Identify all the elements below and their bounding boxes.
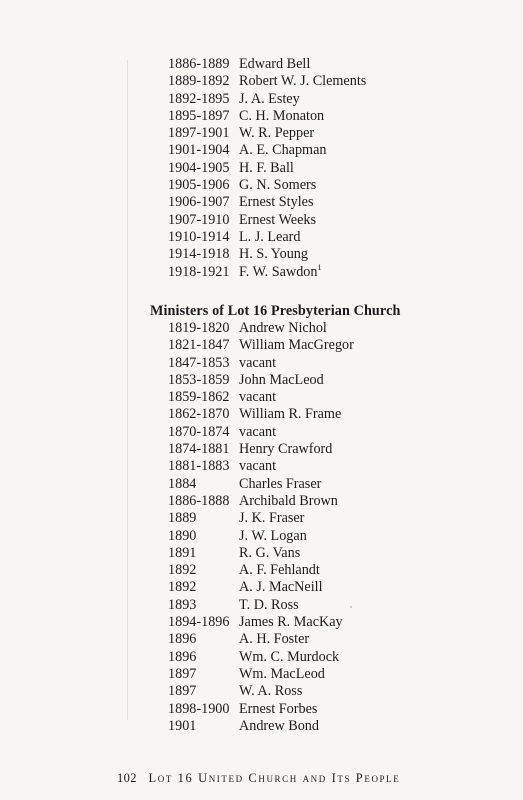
list-item bbox=[0, 562, 523, 579]
minister-name-text: Andrew Bond bbox=[239, 717, 319, 734]
list-item bbox=[0, 229, 523, 246]
minister-name bbox=[239, 441, 332, 458]
term-years: 1906-1907 bbox=[168, 194, 230, 211]
minister-name-text: John MacLeod bbox=[239, 371, 324, 388]
minister-name-text: W. A. Ross bbox=[239, 683, 303, 700]
minister-name bbox=[239, 683, 302, 700]
list-item bbox=[0, 108, 523, 125]
term-years: 1819-1820 bbox=[168, 320, 230, 336]
minister-name bbox=[239, 229, 300, 246]
list-item bbox=[0, 355, 523, 372]
term-years: 1853-1859 bbox=[168, 371, 230, 388]
list-item bbox=[0, 476, 523, 493]
term-years: 1896 bbox=[168, 648, 197, 665]
list-item bbox=[0, 406, 523, 423]
minister-name-text: vacant bbox=[239, 458, 277, 475]
list-item bbox=[0, 177, 523, 194]
term-years: 1892-1895 bbox=[168, 90, 230, 107]
term-years: 1897 bbox=[168, 683, 197, 700]
list-item bbox=[0, 372, 523, 389]
minister-name bbox=[239, 597, 299, 614]
minister-name bbox=[239, 337, 354, 354]
term-years: 1870-1874 bbox=[168, 423, 230, 440]
term-years: 1904-1905 bbox=[168, 159, 230, 176]
footnote-marker: 1 bbox=[317, 262, 322, 272]
term-years: 1905-1906 bbox=[168, 177, 230, 194]
list-item bbox=[0, 212, 523, 229]
minister-name-text: Andrew Nichol bbox=[239, 320, 327, 336]
page-footer bbox=[117, 771, 400, 786]
list-item bbox=[0, 597, 523, 614]
minister-name-text: F. W. Sawdon bbox=[239, 263, 318, 280]
term-years: 1892 bbox=[168, 562, 197, 579]
minister-name-text: G. N. Somers bbox=[239, 177, 317, 194]
minister-name-text: Edward Bell bbox=[239, 56, 311, 72]
page-number: 102 bbox=[117, 771, 137, 785]
term-years: 1897-1901 bbox=[168, 125, 230, 142]
minister-name bbox=[239, 579, 323, 596]
term-years: 1891 bbox=[168, 544, 197, 561]
minister-name-text: vacant bbox=[239, 423, 277, 440]
list-item bbox=[0, 631, 523, 648]
minister-name-text: Archibald Brown bbox=[239, 492, 338, 509]
section-heading: Ministers of Lot 16 Presbyterian Church bbox=[150, 303, 401, 319]
term-years: 1894-1896 bbox=[168, 614, 230, 631]
minister-name-text: Wm. MacLeod bbox=[239, 665, 325, 682]
list-item bbox=[0, 91, 523, 108]
minister-name-text: vacant bbox=[239, 354, 277, 371]
term-years: 1896 bbox=[168, 631, 197, 648]
minister-name bbox=[239, 142, 326, 159]
list-item bbox=[0, 441, 523, 458]
list-item bbox=[0, 458, 523, 475]
minister-name bbox=[239, 160, 294, 177]
term-years: 1914-1918 bbox=[168, 246, 230, 263]
minister-name bbox=[239, 212, 316, 229]
minister-name-text: A. F. Fehlandt bbox=[239, 562, 320, 579]
minister-name-text: T. D. Ross bbox=[239, 596, 299, 613]
list-item bbox=[0, 125, 523, 142]
minister-name-text: C. H. Monaton bbox=[239, 107, 325, 124]
minister-name bbox=[239, 320, 327, 337]
list-item bbox=[0, 666, 523, 683]
minister-name bbox=[239, 545, 300, 562]
term-years: 1886-1888 bbox=[168, 492, 230, 509]
term-years: 1893 bbox=[168, 596, 197, 613]
list-item bbox=[0, 649, 523, 666]
minister-name-text: R. G. Vans bbox=[239, 544, 301, 561]
minister-name bbox=[239, 355, 276, 372]
minister-name-text: Ernest Forbes bbox=[239, 700, 318, 717]
page-speck bbox=[350, 606, 352, 608]
term-years: 1897 bbox=[168, 665, 197, 682]
term-years: 1859-1862 bbox=[168, 389, 230, 406]
minister-name bbox=[239, 666, 325, 683]
minister-name bbox=[239, 264, 322, 281]
minister-name bbox=[239, 194, 313, 211]
list-item bbox=[0, 510, 523, 527]
minister-name bbox=[239, 56, 310, 73]
list-item bbox=[0, 264, 523, 281]
minister-name bbox=[239, 493, 338, 510]
list-item bbox=[0, 56, 523, 73]
list-item bbox=[0, 194, 523, 211]
minister-name-text: Wm. C. Murdock bbox=[239, 648, 340, 665]
minister-name bbox=[239, 246, 308, 263]
ministers-list-methodist bbox=[0, 56, 523, 281]
list-item bbox=[0, 493, 523, 510]
list-item bbox=[0, 73, 523, 90]
minister-name-text: William MacGregor bbox=[239, 337, 354, 354]
minister-name-text: J. A. Estey bbox=[239, 90, 300, 107]
list-item bbox=[0, 389, 523, 406]
running-title: Lot 16 United Church and Its People bbox=[148, 771, 401, 785]
minister-name bbox=[239, 701, 317, 718]
term-years: 1884 bbox=[168, 475, 197, 492]
minister-name-text: H. S. Young bbox=[239, 246, 308, 263]
list-item bbox=[0, 701, 523, 718]
minister-name bbox=[239, 108, 324, 125]
minister-name bbox=[239, 718, 319, 735]
term-years: 1910-1914 bbox=[168, 228, 230, 245]
minister-name bbox=[239, 528, 307, 545]
minister-name bbox=[239, 424, 276, 441]
term-years: 1862-1870 bbox=[168, 406, 230, 423]
minister-name-text: A. E. Chapman bbox=[239, 142, 327, 159]
minister-name-text: L. J. Leard bbox=[239, 228, 301, 245]
list-item bbox=[0, 614, 523, 631]
term-years: 1895-1897 bbox=[168, 107, 230, 124]
minister-name bbox=[239, 91, 300, 108]
term-years: 1886-1889 bbox=[168, 56, 230, 72]
minister-name-text: Henry Crawford bbox=[239, 441, 333, 458]
minister-name-text: Ernest Weeks bbox=[239, 211, 316, 228]
minister-name-text: Charles Fraser bbox=[239, 475, 322, 492]
list-item bbox=[0, 246, 523, 263]
ministers-list-presbyterian bbox=[0, 320, 523, 735]
minister-name bbox=[239, 389, 276, 406]
term-years: 1847-1853 bbox=[168, 354, 230, 371]
minister-name-text: J. K. Fraser bbox=[239, 510, 305, 527]
list-item bbox=[0, 424, 523, 441]
minister-name bbox=[239, 476, 321, 493]
minister-name-text: J. W. Logan bbox=[239, 527, 307, 544]
term-years: 1874-1881 bbox=[168, 441, 230, 458]
minister-name-text: H. F. Ball bbox=[239, 159, 294, 176]
minister-name-text: James R. MacKay bbox=[239, 614, 343, 631]
minister-name bbox=[239, 458, 276, 475]
list-item bbox=[0, 160, 523, 177]
minister-name bbox=[239, 406, 341, 423]
term-years: 1890 bbox=[168, 527, 197, 544]
minister-name bbox=[239, 510, 304, 527]
minister-name bbox=[239, 562, 320, 579]
term-years: 1898-1900 bbox=[168, 700, 230, 717]
list-item bbox=[0, 337, 523, 354]
term-years: 1918-1921 bbox=[168, 263, 230, 280]
term-years: 1901-1904 bbox=[168, 142, 230, 159]
list-item bbox=[0, 528, 523, 545]
list-item bbox=[0, 545, 523, 562]
minister-name-text: Ernest Styles bbox=[239, 194, 314, 211]
minister-name bbox=[239, 73, 366, 90]
term-years: 1889-1892 bbox=[168, 73, 230, 90]
term-years: 1881-1883 bbox=[168, 458, 230, 475]
term-years: 1907-1910 bbox=[168, 211, 230, 228]
term-years: 1889 bbox=[168, 510, 197, 527]
minister-name-text: W. R. Pepper bbox=[239, 125, 315, 142]
list-item bbox=[0, 683, 523, 700]
minister-name bbox=[239, 177, 316, 194]
minister-name bbox=[239, 649, 339, 666]
minister-name-text: Robert W. J. Clements bbox=[239, 73, 367, 90]
minister-name bbox=[239, 614, 343, 631]
list-item bbox=[0, 320, 523, 337]
minister-name bbox=[239, 125, 314, 142]
minister-name bbox=[239, 372, 324, 389]
minister-name bbox=[239, 631, 309, 648]
list-item bbox=[0, 579, 523, 596]
minister-name-text: vacant bbox=[239, 389, 277, 406]
list-item bbox=[0, 142, 523, 159]
minister-name-text: A. J. MacNeill bbox=[239, 579, 323, 596]
term-years: 1892 bbox=[168, 579, 197, 596]
list-item bbox=[0, 718, 523, 735]
minister-name-text: William R. Frame bbox=[239, 406, 342, 423]
term-years: 1901 bbox=[168, 717, 197, 734]
minister-name-text: A. H. Foster bbox=[239, 631, 310, 648]
term-years: 1821-1847 bbox=[168, 337, 230, 354]
